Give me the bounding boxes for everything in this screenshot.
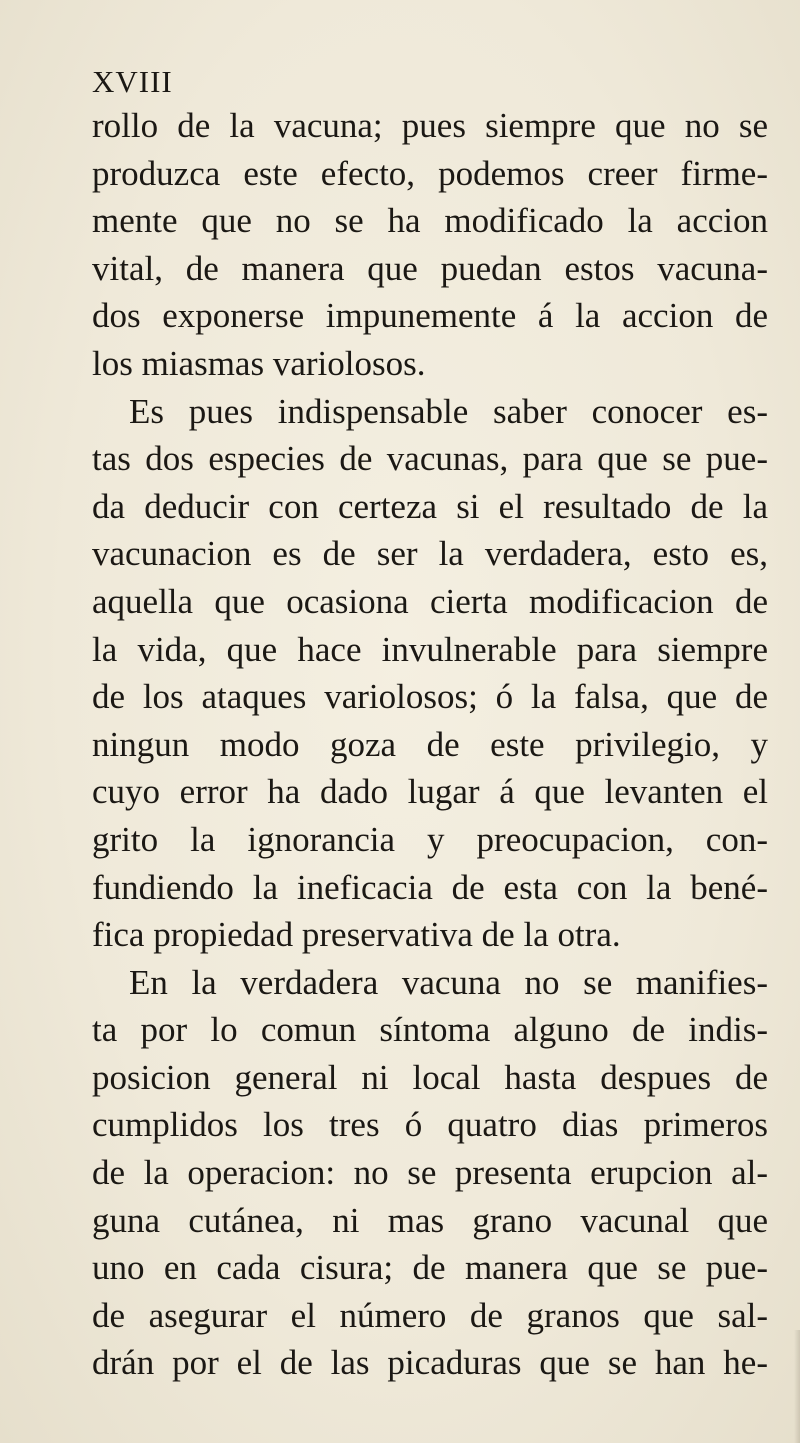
text-line: tas dos especies de vacunas, para que se pue- xyxy=(92,439,768,479)
page-number: XVIII xyxy=(92,64,173,99)
text-line: vacunacion es de ser la verdadera, esto es, xyxy=(92,534,768,574)
text-line: uno en cada cisura; de manera que se pue- xyxy=(92,1248,768,1288)
text-line: rollo de la vacuna; pues siempre que no se xyxy=(92,106,768,145)
text-line: dos exponerse impunemente á la accion de xyxy=(92,296,768,336)
text-line: grito la ignorancia y preocupacion, con- xyxy=(92,819,768,859)
text-line: fundiendo la ineficacia de esta con la bené- xyxy=(92,867,768,907)
text-line: mente que no se ha modificado la accion xyxy=(92,201,768,241)
text-line: de los ataques variolosos; ó la falsa, que de xyxy=(92,677,768,717)
text-line: vital, de manera que puedan estos vacuna- xyxy=(92,248,768,288)
text-line: de la operacion: no se presenta erupcion al- xyxy=(92,1153,768,1193)
page-edge-shadow xyxy=(794,1330,800,1443)
text-line: En la verdadera vacuna no se manifies- xyxy=(129,962,768,1002)
text-line: produzca este efecto, podemos creer firme- xyxy=(92,153,768,193)
text-line: la vida, que hace invulnerable para siempre xyxy=(92,629,768,669)
text-line: ta por lo comun síntoma alguno de indis- xyxy=(92,1010,768,1050)
text-line: Es pues indispensable saber conocer es- xyxy=(129,391,768,431)
text-line: de asegurar el número de granos que sal- xyxy=(92,1295,768,1335)
text-line: aquella que ocasiona cierta modificacion de xyxy=(92,581,768,621)
text-line: los miasmas variolosos. xyxy=(92,343,426,383)
text-line: da deducir con certeza si el resultado de la xyxy=(92,486,768,526)
text-line: cumplidos los tres ó quatro dias primeros xyxy=(92,1105,768,1145)
text-line: drán por el de las picaduras que se han he- xyxy=(92,1343,768,1383)
text-line: posicion general ni local hasta despues de xyxy=(92,1057,768,1097)
text-line: cuyo error ha dado lugar á que levanten el xyxy=(92,772,768,812)
text-line: guna cutánea, ni mas grano vacunal que xyxy=(92,1200,768,1240)
text-line: fica propiedad preservativa de la otra. xyxy=(92,915,621,955)
body-text xyxy=(92,102,772,1387)
text-line: ningun modo goza de este privilegio, y xyxy=(92,724,768,764)
